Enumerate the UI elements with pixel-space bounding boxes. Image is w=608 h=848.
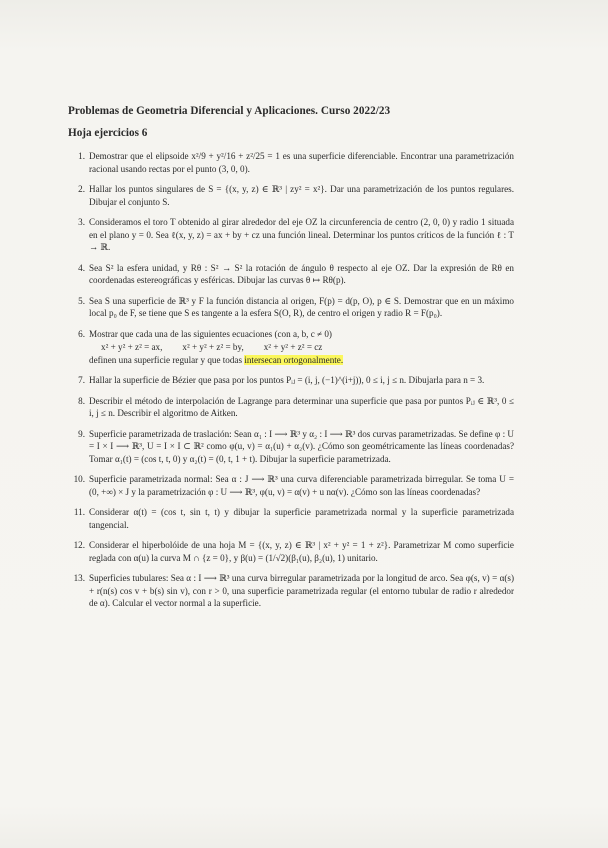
equation: x² + y² + z² = ax, bbox=[101, 342, 163, 352]
exercise-7 bbox=[68, 374, 514, 387]
equation-row bbox=[89, 341, 514, 354]
exercise-text: Sea S² la esfera unidad, y Rθ : S² → S² la rotación de ángulo θ respecto al eje OZ. Dar la expresión de Rθ en coordenadas estereográficas y esféricas. Dibujar las curvas θ ↦ Rθ(p). bbox=[89, 262, 514, 285]
exercise-text: Considerar el hiperbolóide de una hoja M = {(x, y, z) ∈ ℝ³ | x² + y² = 1 + z²}. Parametrizar M como superficie reglada con α(u) la curva M ∩ {z = 0}, y β(u) = (1/√2)(β₁(u), β₂(u), 1) unitario. bbox=[89, 540, 514, 563]
exercise-2 bbox=[68, 183, 514, 208]
exercise-number: 10. bbox=[73, 474, 85, 484]
equation: x² + y² + z² = cz bbox=[263, 342, 323, 352]
document-title: Problemas de Geometria Diferencial y Aplicaciones. Curso 2022/23 bbox=[68, 105, 391, 117]
exercise-number: 12. bbox=[73, 540, 85, 550]
exercise-text: Describir el método de interpolación de Lagrange para determinar una superficie que pasa por puntos Pᵢⱼ ∈ ℝ³, 0 ≤ i, j ≤ n. Describir el algoritmo de Aitken. bbox=[89, 395, 514, 418]
exercise-text: Demostrar que el elipsoide x²/9 + y²/16 + z²/25 = 1 es una superficie diferenciable. Encontrar una parametrización racional usando rectas por el punto (3, 0, 0). bbox=[89, 151, 514, 174]
highlighted-text: intersecan ortogonalmente. bbox=[244, 354, 344, 365]
exercise-10 bbox=[68, 473, 514, 498]
exercise-13 bbox=[68, 572, 514, 610]
exercise-text: Superficie parametrizada normal: Sea α : J ⟶ ℝ³ una curva diferenciable parametrizada birregular. Se toma U = (0, +∞) × J y la parametrización φ : U ⟶ ℝ³, φ(u, v) = α(v) + u nα(v). ¿Cómo son las líneas coordenadas? bbox=[89, 474, 514, 497]
exercise-text: Sea S una superficie de ℝ³ y F la función distancia al origen, F(p) = d(p, O), p ∈ S. Demostrar que en un máximo local p₀ de F, se tiene que S es tangente a la esfera S(O, R), de centro el origen y radio R = F(p₀). bbox=[89, 295, 514, 318]
exercise-list bbox=[68, 150, 514, 610]
exercise-4 bbox=[68, 262, 514, 287]
exercise-number: 5. bbox=[78, 295, 85, 306]
exercise-number: 11. bbox=[73, 507, 85, 517]
exercise-3 bbox=[68, 216, 514, 254]
exercise-6 bbox=[68, 328, 514, 367]
exercise-text: Consideramos el toro T obtenido al girar alrededor del eje OZ la circunferencia de centro (2, 0, 0) y radio 1 situada en el plano y = 0. Sea ℓ(x, y, z) = ax + by + cz una función lineal. Determinar los puntos críticos de la función ℓ : T → ℝ. bbox=[89, 217, 514, 252]
equation: x² + y² + z² = by, bbox=[182, 342, 244, 352]
exercise-text: Superficies tubulares: Sea α : I ⟶ ℝ³ una curva birregular parametrizada por la longitud de arco. Sea φ(s, v) = α(s) + r(n(s) cos v + b(s) sin v), con r > 0, una superficie parametrizada regular (el entorno tubular de radio r alrededor de α). Calcular el vector normal a la superficie. bbox=[89, 573, 514, 608]
exercise-12 bbox=[68, 539, 514, 564]
exercise-number: 2. bbox=[78, 184, 85, 194]
exercise-text: Hallar la superficie de Bézier que pasa por los puntos Pᵢⱼ = (i, j, (−1)^(i+j)), 0 ≤ i, j ≤ n. Dibujarla para n = 3. bbox=[89, 375, 485, 385]
exercise-number: 8. bbox=[78, 395, 85, 406]
exercise-number: 6. bbox=[78, 328, 85, 339]
exercise-number: 13. bbox=[73, 573, 85, 583]
exercise-text: Hallar los puntos singulares de S = {(x, y, z) ∈ ℝ³ | zy² = x²}. Dar una parametrización de los puntos regulares. Dibujar el conjunto S. bbox=[89, 184, 514, 207]
document-subtitle: Hoja ejercicios 6 bbox=[68, 127, 148, 139]
exercise-1 bbox=[68, 150, 514, 175]
exercise-number: 3. bbox=[78, 217, 85, 227]
exercise-text: definen una superficie regular y que todas bbox=[89, 354, 245, 365]
document-content bbox=[68, 104, 514, 618]
exercise-number: 4. bbox=[78, 262, 85, 273]
exercise-text: Considerar α(t) = (cos t, sin t, t) y dibujar la superficie parametrizada normal y la superficie parametrizada tangencial. bbox=[89, 507, 514, 530]
exercise-5 bbox=[68, 295, 514, 320]
exercise-number: 7. bbox=[78, 375, 85, 385]
exercise-number: 9. bbox=[78, 428, 85, 439]
exercise-number: 1. bbox=[78, 151, 85, 161]
exercise-8 bbox=[68, 395, 514, 420]
exercise-11 bbox=[68, 506, 514, 531]
exercise-text: Mostrar que cada una de las siguientes ecuaciones (con a, b, c ≠ 0) bbox=[89, 328, 332, 339]
exercise-9 bbox=[68, 428, 514, 466]
exercise-text: Superficie parametrizada de traslación: Sean α₁ : I ⟶ ℝ³ y α₂ : I ⟶ ℝ³ dos curvas parametrizadas. Se define φ : U = I × I ⟶ ℝ³, U = I × I ⊂ ℝ² como φ(u, v) = α₁(u) + α₂(v). ¿Cómo son geométricamente las líneas coordenadas? Tomar α₁(t) = (cos t, t, 0) y α₂(t) = (0, t, 1 + t). Dibujar la superficie parametrizada. bbox=[89, 428, 514, 464]
